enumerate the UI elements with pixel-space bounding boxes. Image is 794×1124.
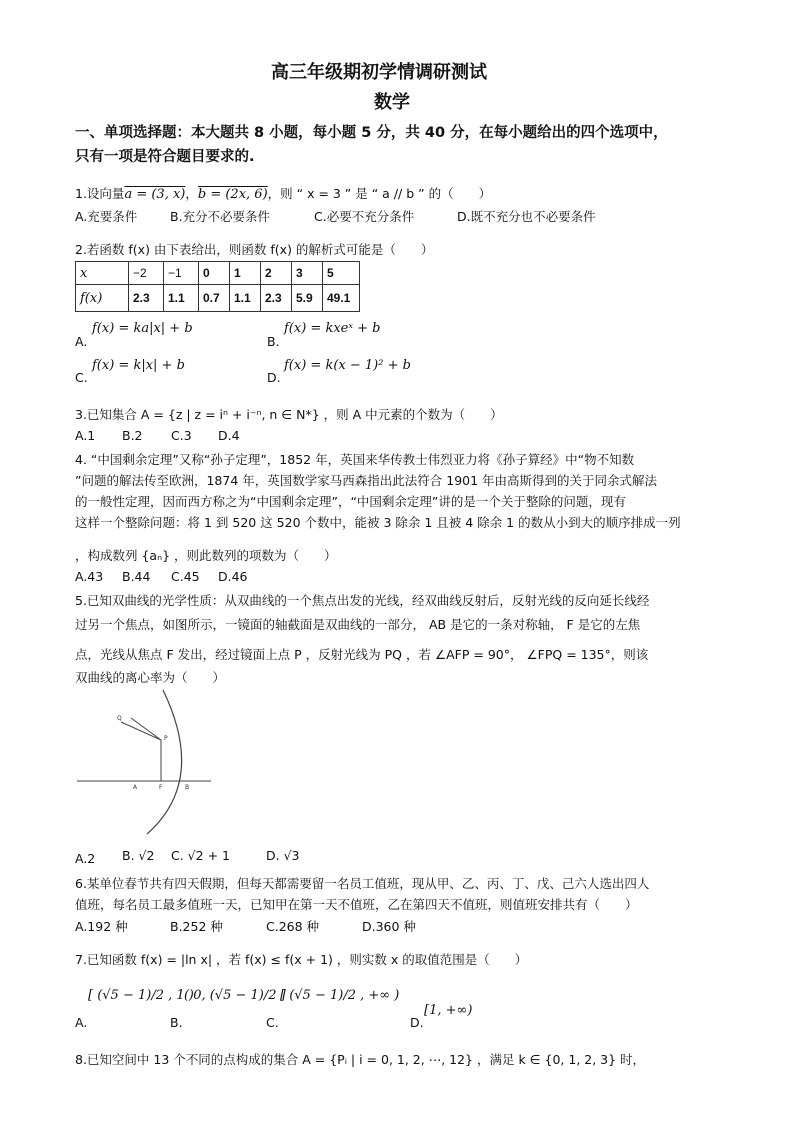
question-4-line-3: 的一般性定理，因而西方称之为“中国剩余定理”，“中国剩余定理”讲的是一个关于整除的问题，现有 [75, 494, 626, 509]
q4-option-b: B.44 [122, 569, 151, 584]
q6-option-d: D.360 种 [362, 919, 416, 934]
label-a: A [133, 784, 138, 791]
q2-formula-a: f(x) = ka|x| + b [92, 321, 193, 336]
q1-option-a: A.充要条件 [75, 209, 138, 224]
question-8: 8.已知空间中 13 个不同的点构成的集合 A = {Pᵢ | i = 0, 1, 2, ⋯, 12} ，满足 k ∈ {0, 1, 2, 3} 时， [75, 1052, 646, 1067]
label-b: B [185, 784, 190, 791]
q4-option-d: D.46 [218, 569, 248, 584]
q2-formula-b: f(x) = kxeˣ + b [284, 321, 381, 336]
q2-option-d: D. [267, 370, 281, 385]
table-header-cell: −2 [129, 262, 164, 285]
exam-title: 高三年级期初学情调研测试 [271, 62, 487, 83]
section-heading-2: 只有一项是符合题目要求的. [75, 149, 255, 165]
q7-option-b: B. [170, 1015, 183, 1030]
q5-option-a: A.2 [75, 851, 96, 866]
table-header-cell: −1 [164, 262, 199, 285]
question-4-line-5: ，构成数列 {aₙ} ，则此数列的项数为（ ） [75, 548, 337, 563]
q1-prefix: 1.设向量 [75, 186, 125, 201]
q1-option-c: C.必要不充分条件 [314, 209, 415, 224]
hyperbola-mirror-figure [75, 688, 215, 838]
q7-interval-c: [ (√5 − 1)/2 , +∞ ) [280, 988, 400, 1003]
q6-option-c: C.268 种 [266, 919, 320, 934]
q2-value-table [75, 261, 360, 312]
question-6-line-2: 值班，每名员工最多值班一天，已知甲在第一天不值班，乙在第四天不值班，则值班安排共有（ ） [75, 897, 638, 912]
table-row [76, 262, 360, 285]
table-header-cell: 3 [292, 262, 323, 285]
q7-option-a: A. [75, 1015, 88, 1030]
q2-formula-d: f(x) = k(x − 1)² + b [284, 358, 411, 373]
table-row [76, 285, 360, 312]
q2-option-c: C. [75, 370, 88, 385]
table-cell: 1.1 [230, 285, 261, 312]
ray-pq-line [121, 722, 161, 740]
section-heading: 一、单项选择题：本大题共 8 小题，每小题 5 分，共 40 分，在每小题给出的四个选项中， [75, 125, 668, 141]
label-p: P [164, 735, 168, 742]
q7-interval-b: ( 0, (√5 − 1)/2 ] [184, 988, 286, 1003]
q2-formula-c: f(x) = k|x| + b [92, 358, 185, 373]
q4-option-a: A.43 [75, 569, 104, 584]
q5-option-d: D. √3 [266, 848, 300, 863]
table-header-cell: 0 [199, 262, 230, 285]
q3-option-b: B.2 [122, 428, 143, 443]
q7-option-d: D. [410, 1015, 424, 1030]
table-cell: 2.3 [261, 285, 292, 312]
question-6-line-1: 6.某单位春节共有四天假期，但每天都需要留一名员工值班，现从甲、乙、丙、丁、戊、己六人选出四人 [75, 876, 650, 891]
q5-option-c: C. √2 + 1 [171, 848, 230, 863]
table-cell: 49.1 [323, 285, 360, 312]
q7-interval-a: [ (√5 − 1)/2 , 1 ) [88, 988, 194, 1003]
hyperbola-branch-curve [147, 690, 182, 834]
question-5-line-1: 5.已知双曲线的光学性质：从双曲线的一个焦点出发的光线，经双曲线反射后，反射光线的反向延长线经 [75, 593, 650, 608]
table-header-cell: 2 [261, 262, 292, 285]
table-cell: 5.9 [292, 285, 323, 312]
question-4-line-1: 4. “中国剩余定理”又称“孙子定理”，1852 年，英国来华传教士伟烈亚力将《孙子算经》中“物不知数 [75, 452, 635, 467]
q1-option-d: D.既不充分也不必要条件 [457, 209, 596, 224]
q6-option-a: A.192 种 [75, 919, 128, 934]
label-q: Q [117, 715, 122, 722]
table-header-cell: x [76, 262, 129, 285]
question-5-line-3: 点，光线从焦点 F 发出，经过镜面上点 P ，反射光线为 PQ ，若 ∠AFP = 90°， ∠FPQ = 135°，则该 [75, 647, 649, 662]
question-4-line-2: ”问题的解法传至欧洲，1874 年，英国数学家马西森指出此法符合 1901 年由高斯得到的关于同余式解法 [75, 473, 658, 488]
table-row-label: f(x) [76, 285, 129, 312]
table-header-cell: 5 [323, 262, 360, 285]
label-f: F [159, 784, 163, 791]
q4-option-c: C.45 [171, 569, 200, 584]
q3-option-d: D.4 [218, 428, 240, 443]
question-5-line-4: 双曲线的离心率为（ ） [75, 670, 226, 685]
table-cell: 2.3 [129, 285, 164, 312]
table-header-cell: 1 [230, 262, 261, 285]
subject-title: 数学 [374, 92, 410, 113]
table-cell: 0.7 [199, 285, 230, 312]
question-7: 7.已知函数 f(x) = |ln x| ，若 f(x) ≤ f(x + 1) ，则实数 x 的取值范围是（ ） [75, 952, 528, 967]
question-1 [75, 184, 491, 202]
q5-option-b: B. √2 [122, 848, 155, 863]
q7-option-c: C. [266, 1015, 279, 1030]
q1-suffix: ，则 “ x = 3 ” 是 “ a // b ” 的（ ） [267, 186, 492, 201]
question-4-line-4: 这样一个整除问题：将 1 到 520 这 520 个数中，能被 3 除余 1 且被 4 除余 1 的数从小到大的顺序排成一列 [75, 515, 681, 530]
question-2: 2.若函数 f(x) 由下表给出，则函数 f(x) 的解析式可能是（ ） [75, 242, 434, 257]
q3-option-a: A.1 [75, 428, 96, 443]
q2-option-a: A. [75, 334, 88, 349]
q2-option-b: B. [267, 334, 280, 349]
table-cell: 1.1 [164, 285, 199, 312]
q1-sep: ， [185, 186, 198, 201]
q6-option-b: B.252 种 [170, 919, 223, 934]
q7-interval-d: [1, +∞) [424, 1003, 473, 1018]
q1-vector-a: a = (3, x) [124, 187, 186, 202]
q1-option-b: B.充分不必要条件 [170, 209, 271, 224]
question-3: 3.已知集合 A = {z | z = iⁿ + i⁻ⁿ, n ∈ N*} ，则 A 中元素的个数为（ ） [75, 407, 503, 422]
question-5-line-2: 过另一个焦点，如图所示，一镜面的轴截面是双曲线的一部分， AB 是它的一条对称轴， F 是它的左焦 [75, 617, 641, 632]
q1-vector-b: b = (2x, 6) [197, 187, 268, 202]
q3-option-c: C.3 [171, 428, 192, 443]
